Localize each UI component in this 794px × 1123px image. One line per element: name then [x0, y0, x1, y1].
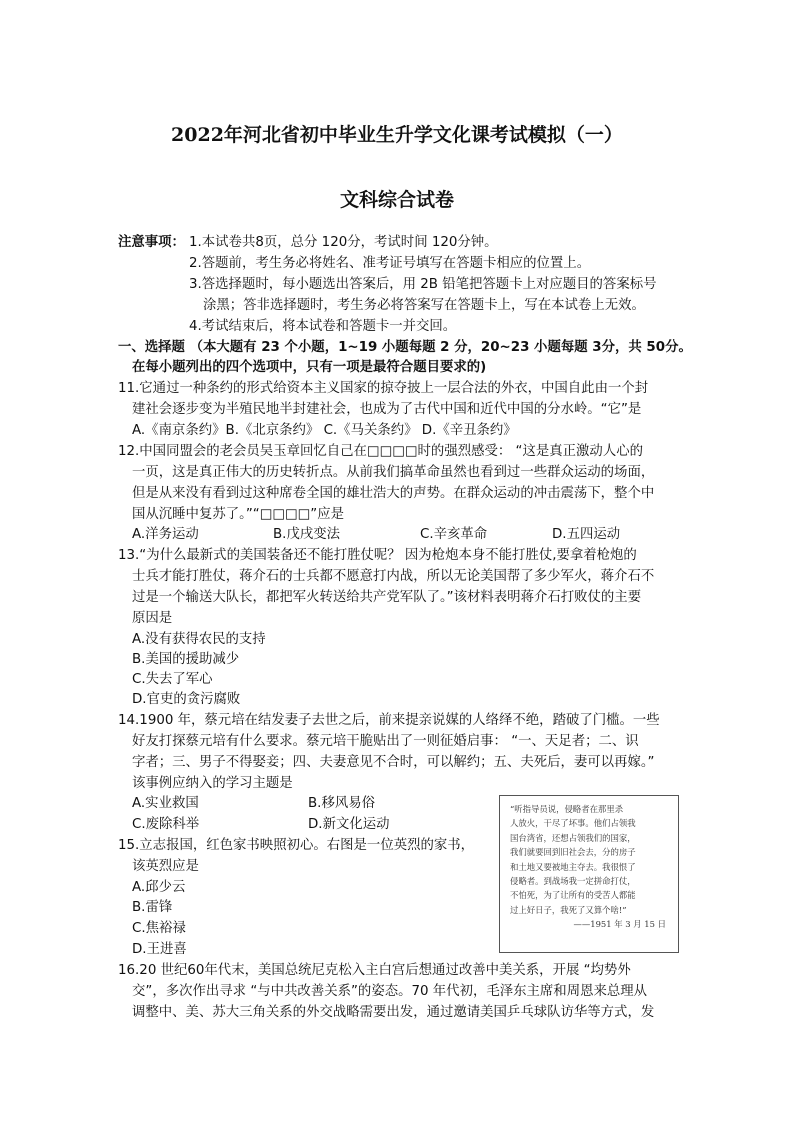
question-13-text: 过是一个输送大队长，都把军火转送给共产党军队了。”该材料表明蒋介石打败仗的主要 [132, 590, 642, 605]
notice-line: 3.答选择题时，每小题选出答案后，用 2B 铅笔把答题卡上对应题目的答案标号 [189, 277, 657, 292]
notice-line: 4.考试结束后，将本试卷和答题卡一并交回。 [189, 319, 457, 334]
letter-line: 过上好日子，我死了又算个啥!” [510, 904, 627, 915]
question-12-text: 一页，这是真正伟大的历史转折点。从前我们搞革命虽然也看到过一些群众运动的场面， [132, 465, 655, 480]
question-11-text: 建社会逐步变为半殖民地半封建社会，也成为了古代中国和近代中国的分水岭。“它”是 [132, 402, 642, 417]
question-14-option: A.实业救国 [132, 796, 199, 811]
question-15-option: B.雷锋 [132, 900, 173, 915]
family-letter-box [499, 795, 679, 953]
question-15-option: D.王进喜 [132, 942, 187, 957]
question-14-option: D.新文化运动 [308, 817, 390, 832]
letter-line: 和土地又要被地主夺去。我很恨了 [510, 861, 636, 872]
letter-line: 我们就要回到旧社会去，分的房子 [510, 847, 636, 858]
question-13-text: 13.“为什么最新式的美国装备还不能打胜仗呢？ 因为枪炮本身不能打胜仗,要拿着枪炮的 [118, 548, 637, 563]
question-12-text: 12.中国同盟会的老会员吴玉章回忆自己在□□□□时的强烈感受： “这是真正激动人心的 [118, 444, 643, 459]
question-14-text: 好友打探蔡元培有什么要求。蔡元培干脆贴出了一则征婚启事： “一、天足者；二、识 [132, 734, 639, 749]
question-15-text: 该英烈应是 [132, 859, 199, 874]
question-16-text: 16.20 世纪60年代末，美国总统尼克松入主白宫后想通过改善中美关系，开展 “均势外 [118, 963, 631, 978]
question-12-option: C.辛亥革命 [420, 527, 488, 542]
question-14-text: 14.1900 年，蔡元培在结发妻子去世之后，前来提亲说媒的人络绎不绝，踏破了门槛。一些 [118, 713, 660, 728]
exam-subtitle: 文科综合试卷 [339, 189, 454, 211]
question-15-option: C.焦裕禄 [132, 921, 186, 936]
question-13-option: D.官吏的贪污腐败 [132, 692, 241, 707]
letter-line: 人放火，干尽了坏事。他们占领我 [510, 818, 636, 829]
question-12-option: B.戊戌变法 [273, 527, 341, 542]
notice-line: 2.答题前，考生务必将姓名、准考证号填写在答题卡相应的位置上。 [189, 256, 591, 271]
question-13-option: B.美国的援助减少 [132, 652, 240, 667]
notice-label: 注意事项： [118, 235, 185, 250]
letter-line: “听指导员说，侵略者在那里杀 [510, 804, 624, 814]
question-13-option: C.失去了军心 [132, 672, 213, 687]
letter-line: 不怕死，为了让所有的受苦人都能 [510, 890, 636, 901]
question-13-text: 原因是 [132, 611, 173, 626]
letter-line: 侵略者。到战场我一定拼命打仗， [510, 876, 636, 887]
question-14-text: 该事例应纳入的学习主题是 [132, 776, 293, 791]
question-12-text: 但是从来没有看到过这种席卷全国的雄壮浩大的声势。在群众运动的冲击震荡下，整个中 [132, 486, 655, 501]
question-14-text: 字者；三、男子不得娶妾；四、夫妻意见不合时，可以解约；五、夫死后，妻可以再嫁。” [132, 755, 655, 770]
question-14-option: C.废除科举 [132, 817, 200, 832]
question-15-text: 15.立志报国，红色家书映照初心。右图是一位英烈的家书， [118, 838, 475, 853]
section-heading: 一、选择题 （本大题有 23 个小题，1~19 小题每题 2 分，20~23 小题每题 3分，共 50分。 [118, 340, 692, 355]
section-heading-line2: 在每小题列出的四个选项中，只有一项是最符合题目要求的) [132, 360, 487, 375]
question-14-option: B.移风易俗 [308, 796, 376, 811]
letter-line: 国台湾省，还想占领我们的国家， [510, 832, 636, 843]
question-13-text: 士兵才能打胜仗，蒋介石的士兵都不愿意打内战，所以无论美国帮了多少军火，蒋介石不 [132, 569, 655, 584]
question-12-text: 国从沉睡中复苏了。”“□□□□”应是 [132, 507, 345, 522]
question-12-option: D.五四运动 [552, 527, 621, 542]
notice-line: 1.本试卷共8页，总分 120分，考试时间 120分钟。 [189, 235, 498, 250]
question-15-option: A.邱少云 [132, 880, 186, 895]
question-16-text: 调整中、美、苏大三角关系的外交战略需要出发，通过邀请美国乒乓球队访华等方式，发 [132, 1005, 655, 1020]
letter-signature: ——1951 年 3 月 15 日 [573, 919, 666, 930]
question-11-options: A.《南京条约》B.《北京条约》 C.《马关条约》 D.《辛丑条约》 [132, 423, 517, 438]
exam-title: 2022年河北省初中毕业生升学文化课考试模拟（一） [171, 124, 623, 146]
question-12-option: A.洋务运动 [132, 527, 199, 542]
question-16-text: 交”，多次作出寻求 “与中共改善关系”的姿态。70 年代初，毛泽东主席和周恩来总理从 [132, 984, 648, 999]
question-11-text: 11.它通过一种条约的形式给资本主义国家的掠夺披上一层合法的外衣，中国自此由一个封 [118, 381, 649, 396]
notice-line: 涂黑；答非选择题时，考生务必将答案写在答题卡上，写在本试卷上无效。 [203, 298, 645, 313]
question-13-option: A.没有获得农民的支持 [132, 632, 266, 647]
